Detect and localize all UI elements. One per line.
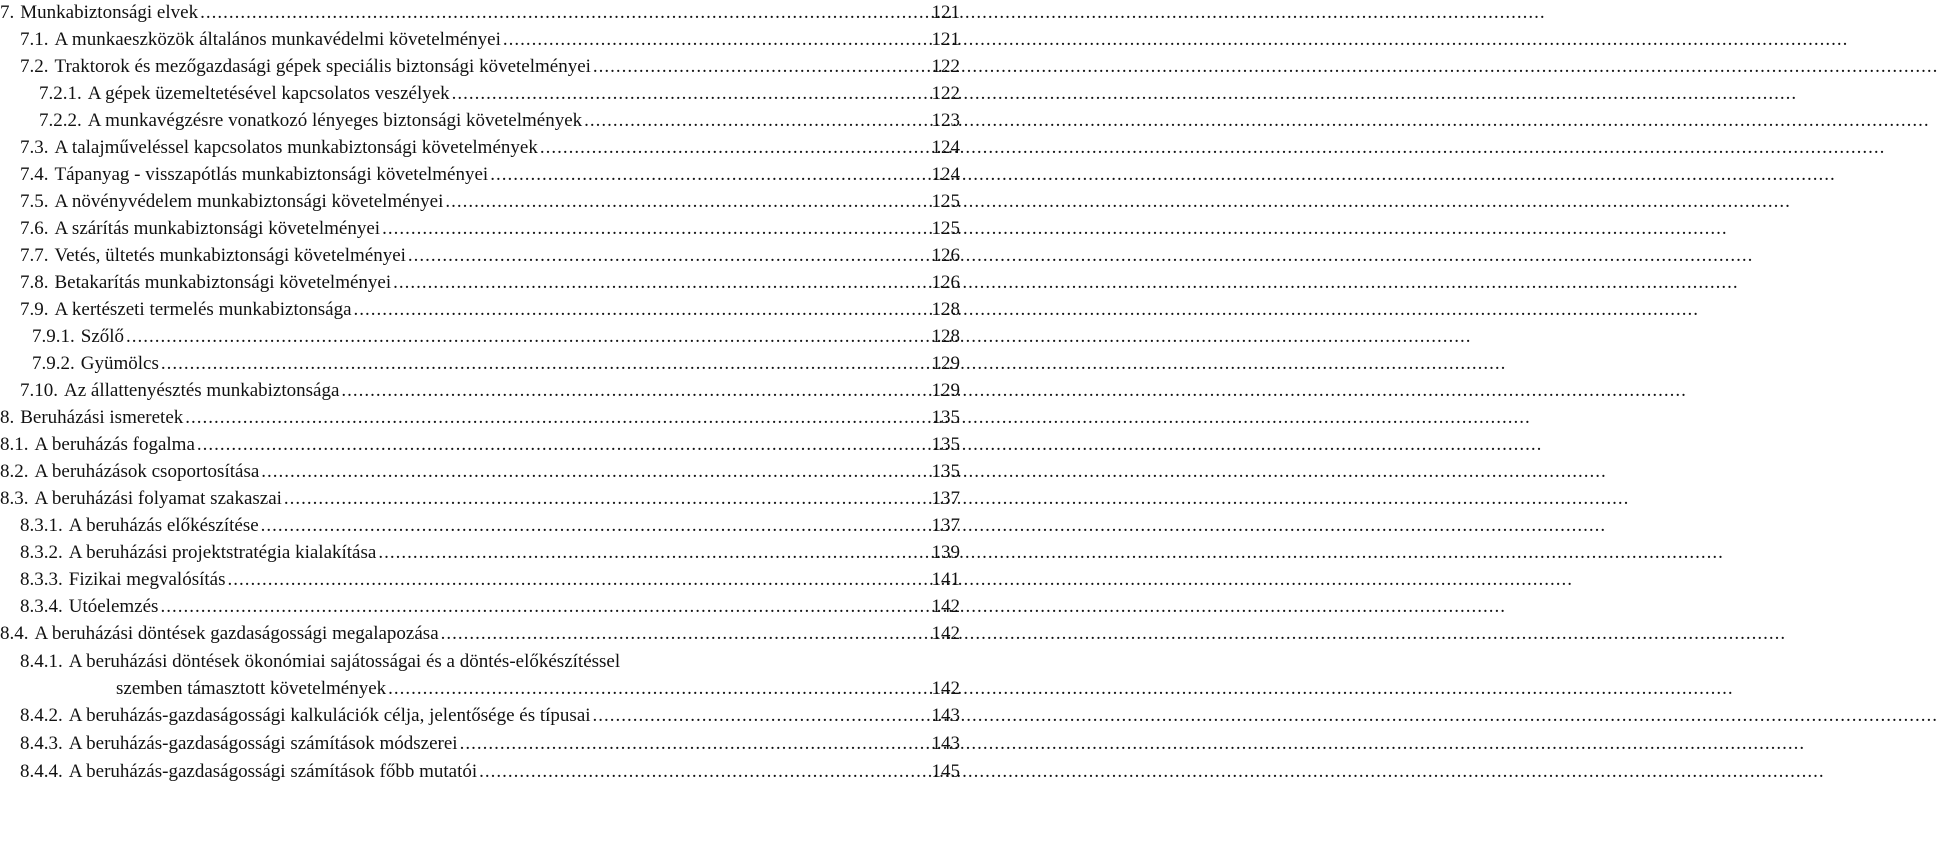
leader-dots [378, 542, 929, 564]
toc-entry [20, 137, 960, 161]
toc-entry [20, 191, 960, 215]
toc-entry [20, 542, 960, 566]
leader-dots [593, 705, 930, 727]
toc-entry [20, 515, 960, 539]
toc-entry [20, 569, 960, 593]
entry-title: A munkavégzésre vonatkozó lényeges biztonsági követelmények [87, 110, 583, 131]
entry-title: A beruházás előkészítése [68, 515, 259, 536]
page-number: 128 [931, 326, 960, 347]
toc-entry [32, 326, 960, 350]
leader-dots [503, 29, 930, 51]
entry-number: 7.9.2. [32, 353, 75, 374]
leader-dots [261, 515, 930, 537]
leader-dots [393, 272, 929, 294]
entry-title: Az állattenyésztés munkabiztonsága [64, 380, 340, 401]
leader-dots [445, 191, 929, 213]
entry-number: 7.8. [20, 272, 49, 293]
entry-number: 7. [0, 2, 15, 23]
page-number: 122 [931, 56, 960, 77]
page-number: 142 [931, 596, 960, 617]
toc-entry [32, 353, 960, 377]
toc-entry [20, 56, 960, 80]
leader-dots [388, 678, 929, 700]
entry-title: A beruházás fogalma [34, 434, 195, 455]
toc-entry [20, 245, 960, 269]
entry-title: A talajműveléssel kapcsolatos munkabiztonsági követelmények [54, 137, 538, 158]
entry-title: Beruházási ismeretek [20, 407, 184, 428]
page-number: 123 [931, 110, 960, 131]
leader-dots [490, 164, 929, 186]
toc-entry [20, 218, 960, 242]
page-number: 141 [931, 569, 960, 590]
entry-title: Fizikai megvalósítás [68, 569, 226, 590]
leader-dots [284, 488, 930, 510]
entry-title: Tápanyag - visszapótlás munkabiztonsági követelményei [54, 164, 489, 185]
leader-dots [200, 2, 929, 24]
toc-entry [20, 733, 960, 757]
entry-title: A gépek üzemeltetésével kapcsolatos veszélyek [87, 83, 450, 104]
entry-title: A beruházási döntések gazdaságossági megalapozása [34, 623, 439, 644]
page-number: 126 [931, 272, 960, 293]
entry-number: 8.3.4. [20, 596, 63, 617]
toc-entry [20, 299, 960, 323]
leader-dots [540, 137, 930, 159]
entry-number: 8.1. [0, 434, 29, 455]
entry-number: 7.5. [20, 191, 49, 212]
entry-title: A növényvédelem munkabiztonsági követelményei [54, 191, 444, 212]
toc-entry [0, 2, 960, 26]
entry-number: 7.10. [20, 380, 58, 401]
page-number: 121 [931, 2, 960, 23]
page-number: 137 [931, 515, 960, 536]
leader-dots [408, 245, 930, 267]
entry-number: 7.2.1. [39, 83, 82, 104]
leader-dots [354, 299, 930, 321]
page-number: 137 [931, 488, 960, 509]
entry-title: Traktorok és mezőgazdasági gépek speciális biztonsági követelményei [54, 56, 591, 77]
page-number: 122 [931, 83, 960, 104]
entry-number: 8.4. [0, 623, 29, 644]
toc-entry [20, 761, 960, 785]
toc-entry-continuation [116, 678, 960, 702]
page-number: 142 [931, 623, 960, 644]
entry-title: A beruházás-gazdaságossági számítások főbb mutatói [68, 761, 478, 782]
page-number: 135 [931, 434, 960, 455]
page-number: 135 [931, 461, 960, 482]
toc-entry [20, 272, 960, 296]
entry-title: Utóelemzés [68, 596, 159, 617]
toc-entry [0, 461, 960, 485]
page-number: 142 [931, 678, 960, 699]
entry-title: A beruházási projektstratégia kialakítása [68, 542, 377, 563]
entry-number: 7.1. [20, 29, 49, 50]
leader-dots [593, 56, 930, 78]
leader-dots [227, 569, 929, 591]
entry-number: 8.3.3. [20, 569, 63, 590]
page-number: 139 [931, 542, 960, 563]
entry-title: Munkabiztonsági elvek [20, 2, 199, 23]
entry-title: A beruházási folyamat szakaszai [34, 488, 282, 509]
toc-entry [39, 83, 960, 107]
page-number: 143 [931, 705, 960, 726]
page-number: 129 [931, 380, 960, 401]
entry-number: 7.2. [20, 56, 49, 77]
entry-number: 7.3. [20, 137, 49, 158]
entry-title: A beruházások csoportosítása [34, 461, 260, 482]
toc-entry [20, 29, 960, 53]
entry-title: A beruházási döntések ökonómiai sajátosságai és a döntés-előkészítéssel [68, 651, 621, 672]
page-number: 129 [931, 353, 960, 374]
toc-entry [20, 651, 960, 675]
entry-title: A beruházás-gazdaságossági kalkulációk célja, jelentősége és típusai [68, 705, 591, 726]
page-number: 125 [931, 191, 960, 212]
toc-entry [20, 164, 960, 188]
leader-dots [460, 733, 930, 755]
entry-number: 7.4. [20, 164, 49, 185]
entry-number: 8.4.4. [20, 761, 63, 782]
entry-number: 8.3.1. [20, 515, 63, 536]
entry-title: A munkaeszközök általános munkavédelmi követelményei [54, 29, 501, 50]
leader-dots [185, 407, 929, 429]
page-number: 128 [931, 299, 960, 320]
toc-entry [39, 110, 960, 134]
entry-number: 7.9. [20, 299, 49, 320]
entry-number: 7.2.2. [39, 110, 82, 131]
page-number: 124 [931, 137, 960, 158]
entry-title: Vetés, ültetés munkabiztonsági követelményei [54, 245, 406, 266]
entry-number: 8.3.2. [20, 542, 63, 563]
leader-dots [479, 761, 929, 783]
toc-entry [0, 488, 960, 512]
entry-title: A kertészeti termelés munkabiztonsága [54, 299, 352, 320]
toc-entry [20, 596, 960, 620]
entry-number: 7.7. [20, 245, 49, 266]
leader-dots [261, 461, 929, 483]
toc-entry [20, 705, 960, 729]
entry-number: 8.4.1. [20, 651, 63, 672]
page-number: 124 [931, 164, 960, 185]
entry-number: 8.2. [0, 461, 29, 482]
entry-title: Betakarítás munkabiztonsági követelményei [54, 272, 392, 293]
leader-dots [382, 218, 929, 240]
entry-title: szemben támasztott követelmények [116, 678, 387, 699]
page-number: 121 [931, 29, 960, 50]
entry-number: 7.6. [20, 218, 49, 239]
entry-title: Gyümölcs [80, 353, 159, 374]
page-number: 126 [931, 245, 960, 266]
toc-entry [20, 380, 960, 404]
leader-dots [341, 380, 929, 402]
entry-number: 8.4.2. [20, 705, 63, 726]
toc-entry [0, 623, 960, 647]
page-number: 125 [931, 218, 960, 239]
leader-dots [441, 623, 930, 645]
entry-title: Szőlő [80, 326, 125, 347]
entry-number: 7.9.1. [32, 326, 75, 347]
leader-dots [197, 434, 930, 456]
page-number: 135 [931, 407, 960, 428]
leader-dots [160, 596, 929, 618]
entry-number: 8.4.3. [20, 733, 63, 754]
page-number: 145 [931, 761, 960, 782]
toc-entry [0, 407, 960, 431]
entry-number: 8.3. [0, 488, 29, 509]
leader-dots [584, 110, 929, 132]
page-number: 143 [931, 733, 960, 754]
entry-title: A szárítás munkabiztonsági követelményei [54, 218, 381, 239]
entry-title: A beruházás-gazdaságossági számítások módszerei [68, 733, 458, 754]
leader-dots [452, 83, 930, 105]
leader-dots [126, 326, 929, 348]
entry-number: 8. [0, 407, 15, 428]
leader-dots [161, 353, 930, 375]
toc-entry [0, 434, 960, 458]
